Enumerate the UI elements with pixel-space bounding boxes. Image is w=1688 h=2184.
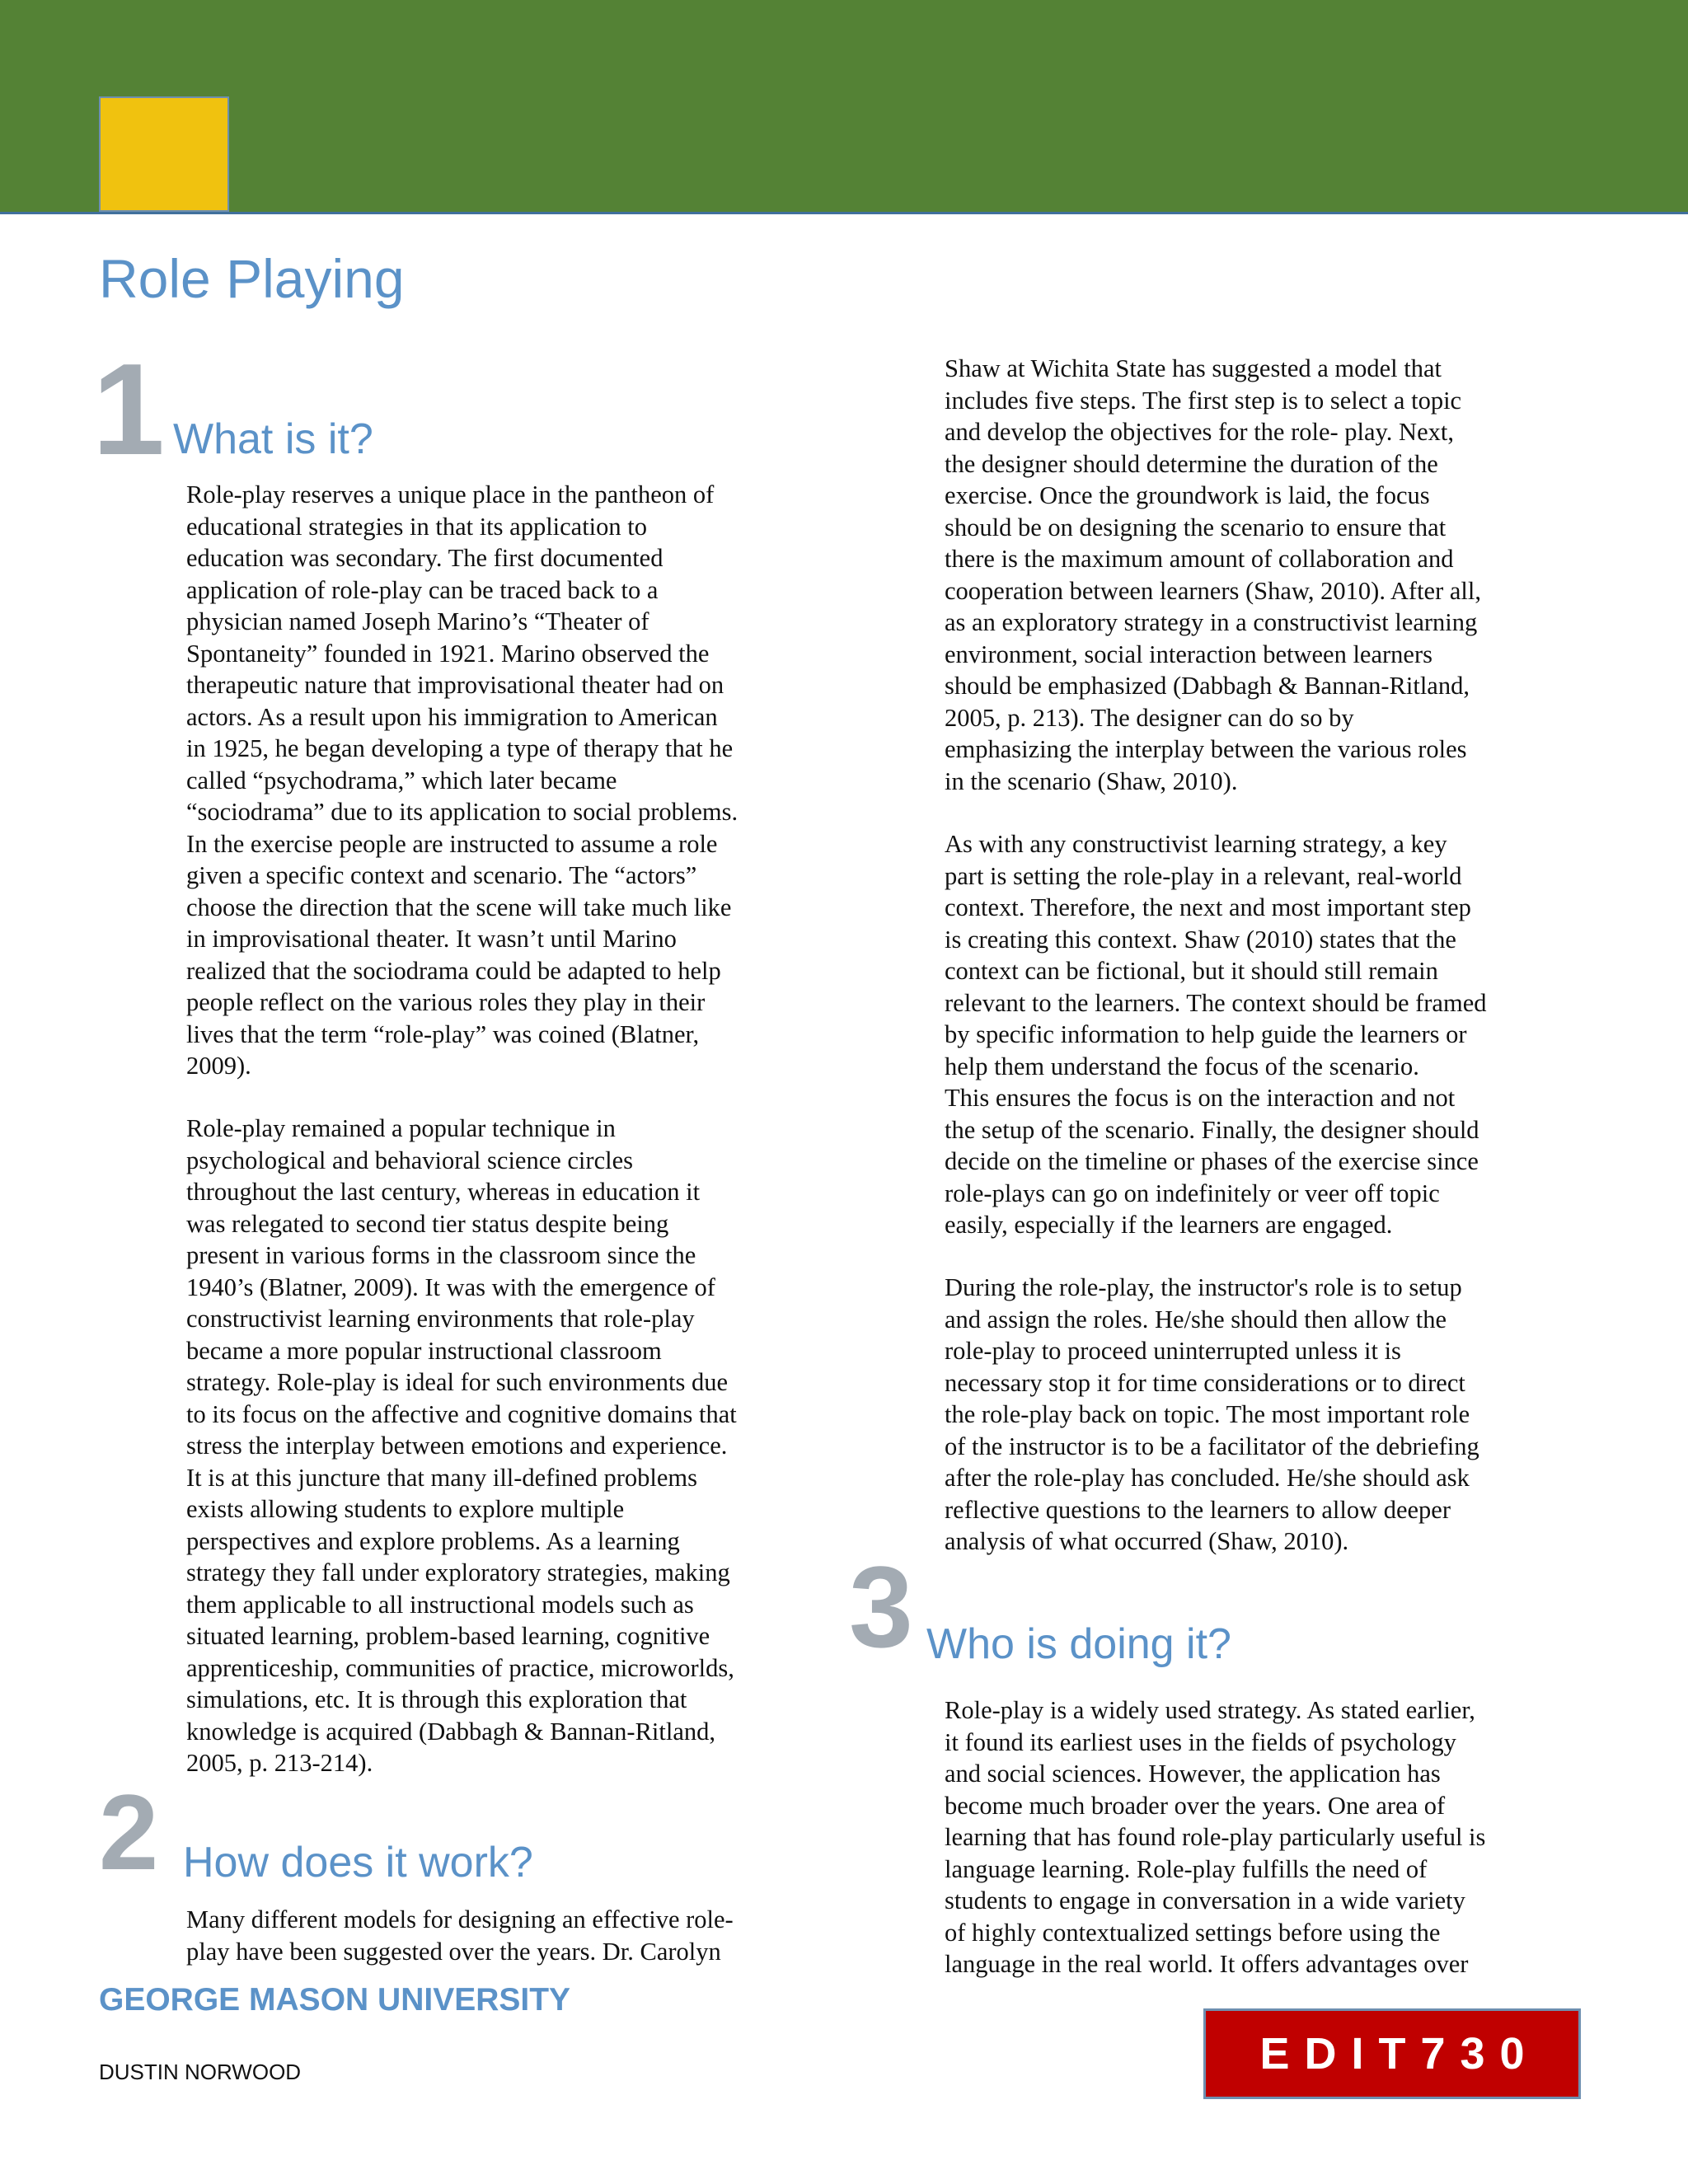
section-heading-what-is-it: What is it? (173, 415, 373, 463)
section-heading-how-does-it-work: How does it work? (183, 1839, 533, 1886)
accent-square (99, 96, 229, 212)
section-2-paragraph-3: As with any constructivist learning strategy, a key part is setting the role-play in a relevant, real-world context. Therefore, the next and most important step is creating this context. Shaw (2010) states that the context can be fictional, but it should still remain relevant to the learners. The context should be framed by specific information to help guide the learners or help them understand the focus of the scenario. This ensures the focus is on the interaction and not the setup of the scenario. Finally, the designer should decide on the timeline or phases of the exercise since role-plays can go on indefinitely or veer off topic easily, especially if the learners are engaged. (945, 830, 1487, 1239)
section-3-paragraph-1: Role-play is a widely used strategy. As stated earlier, it found its earliest uses in the fields of psychology and social sciences. However, the application has become much broader over the years. One area of learning that has found role-play particularly useful is language learning. Role-play fulfills the need of students to engage in conversation in a wide variety of highly contextualized settings before using the language in the real world. It offers advantages over (945, 1696, 1486, 1978)
header-banner (0, 0, 1688, 214)
author-name: DUSTIN NORWOOD (99, 2060, 302, 2084)
section-number-1: 1 (92, 337, 165, 482)
page-title: Role Playing (99, 248, 405, 309)
section-heading-who-is-doing-it: Who is doing it? (926, 1620, 1231, 1668)
section-2-paragraph-2: Shaw at Wichita State has suggested a model that includes five steps. The first step is to select a topic and develop the objectives for the role- play. Next, the designer should determine the duration of the exercise. Once the groundwork is laid, the focus should be on designing the scenario to ensure that there is the maximum amount of collaboration and cooperation between learners (Shaw, 2010). After all, as an exploratory strategy in a constructivist learning environment, social interaction between learners should be emphasized (Dabbagh & Bannan-Ritland, 2005, p. 213). The designer can do so by emphasizing the interplay between the various roles in the scenario (Shaw, 2010). (945, 354, 1481, 795)
course-code: EDIT730 (1259, 2029, 1540, 2079)
university-name: GEORGE MASON UNIVERSITY (99, 1982, 571, 2018)
section-number-2: 2 (99, 1772, 159, 1892)
section-1-paragraph-2: Role-play remained a popular technique in psychological and behavioral science circles throughout the last century, whereas in education it was relegated to second tier status despite being present in various forms in the classroom since the 1940’s (Blatner, 2009). It was with the emergence of constructivist learning environments that role-play became a more popular instructional classroom strategy. Role-play is ideal for such environments due to its focus on the affective and cognitive domains that stress the interplay between emotions and experience. It is at this juncture that many ill-defined problems exists allowing students to explore multiple perspectives and explore problems. As a learning strategy they fall under exploratory strategies, making them applicable to all instructional models such as situated learning, problem-based learning, cognitive apprenticeship, communities of practice, microworlds, simulations, etc. It is through this exploration that knowledge is acquired (Dabbagh & Bannan-Ritland, 2005, p. 213-214). (186, 1114, 737, 1777)
section-2-paragraph-1: Many different models for designing an effective role- play have been suggested over the years. Dr. Carolyn (186, 1905, 734, 1966)
section-2-paragraph-4: During the role-play, the instructor's role is to setup and assign the roles. He/she should then allow the role-play to proceed uninterrupted unless it is necessary stop it for time considerations or to direct the role-play back on topic. The most important role of the instructor is to be a facilitator of the debriefing after the role-play has concluded. He/she should ask reflective questions to the learners to allow deeper analysis of what occurred (Shaw, 2010). (945, 1273, 1479, 1555)
section-1-paragraph-1: Role-play reserves a unique place in the pantheon of educational strategies in that its application to education was secondary. The first documented application of role-play can be traced back to a physician named Joseph Marino’s “Theater of Spontaneity” founded in 1921. Marino observed the therapeutic nature that improvisational theater had on actors. As a result upon his immigration to American in 1925, he began developing a type of therapy that he called “psychodrama,” which later became “sociodrama” due to its application to social problems. In the exercise people are instructed to assume a role given a specific context and scenario. The “actors” choose the direction that the scene will take much like in improvisational theater. It wasn’t until Marino realized that the sociodrama could be adapted to help people reflect on the various roles they play in their lives that the term “role-play” was coined (Blatner, 2009). (186, 480, 738, 1080)
course-code-box (1203, 2008, 1581, 2099)
section-number-3: 3 (849, 1542, 913, 1671)
